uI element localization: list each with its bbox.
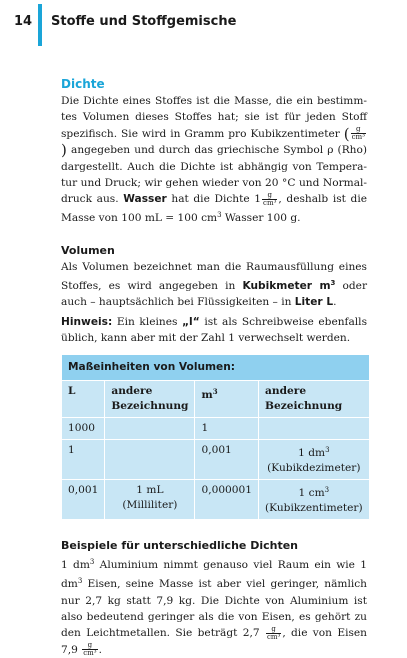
- table-cell: 1 $cm^3$ (Kubikzentimeter): [259, 480, 370, 520]
- table-header: L: [62, 381, 105, 418]
- hinweis-label: Hinweis:: [61, 315, 113, 328]
- table-row: [62, 480, 370, 520]
- table-caption: Maßeinheiten von Volumen:: [62, 355, 370, 381]
- table-header: $m^3$: [195, 381, 259, 418]
- table-cell: 0,001: [62, 480, 105, 520]
- paragraph-hinweis: Hinweis: Ein kleines „l“ ist als Schreibweise ebenfalls üblich, kann aber mit der Zahl 1 verwechselt werden.: [61, 315, 368, 344]
- liter-term: Liter L: [294, 296, 334, 309]
- volume-units-table: [61, 354, 370, 520]
- unit-fraction-wasser: $\frac{g}{\text{cm³}}$: [263, 190, 277, 207]
- table-caption-row: [62, 355, 370, 381]
- section-dichte: [61, 76, 367, 227]
- table-cell: [105, 418, 195, 440]
- table-cell: 1000: [62, 418, 105, 440]
- section-hinweis: [61, 314, 367, 347]
- table-cell: 1 mL (Milliliter): [105, 480, 195, 520]
- table-cell: 0,000001: [195, 480, 259, 520]
- unit-fraction: $\frac{g}{\text{cm³}}$: [351, 125, 365, 142]
- page-number: 14: [14, 14, 33, 29]
- unit-fraction-eisen: $\frac{g}{\text{cm³}}$: [83, 641, 97, 658]
- table-cell: [105, 440, 195, 480]
- page-content: [61, 76, 367, 658]
- kubikmeter-term: Kubikmeter $m^3$: [242, 278, 336, 292]
- section-volumen: [61, 243, 367, 311]
- chapter-title: Stoffe und Stoffgemische: [51, 14, 237, 29]
- table-cell: 1: [62, 440, 105, 480]
- table-cell: 1: [195, 418, 259, 440]
- table-cell: 0,001: [195, 440, 259, 480]
- table-header-row: [62, 381, 370, 418]
- wasser-term: Wasser: [123, 193, 167, 206]
- table-header: andere Bezeichnung: [105, 381, 195, 418]
- table-cell: [259, 418, 370, 440]
- header-divider: [38, 4, 42, 46]
- section-title-beispiele: Beispiele für unterschiedliche Dichten: [61, 539, 298, 553]
- table-row: [62, 440, 370, 480]
- paragraph-beispiele: 1 $dm^3$ Aluminium nimmt genauso viel Raum ein wie 1 $dm^3$ Eisen, seine Masse ist aber viel geringer, nämlich nur 2,7 kg statt 7,9 kg. Die Dichte von Aluminium ist also bedeutend geringer als die von Eisen, es gehört zu den Leichtmetallen. Sie beträgt 2,7 $\frac{g}{\text{cm³}}$ , die von Eisen 7,9 $\frac{g}{\text{cm³}}$ .: [61, 558, 367, 658]
- table-row: [62, 418, 370, 440]
- unit-fraction-aluminium: $\frac{g}{\text{cm³}}$: [266, 624, 281, 641]
- page-header: [0, 0, 407, 42]
- section-beispiele: [61, 538, 367, 658]
- paragraph-dichte: Die Dichte eines Stoffes ist die Masse, die ein bestimmtes Volumen dieses Stoffes hat; sie ist für jeden Stoff spezifisch. Sie wird in Gramm pro Kubikzentimeter ( $\frac{g}{\text{cm³}}$ ) angegeben und durch das griechische Symbol ρ (Rho) dargestellt. Auch die Dichte ist abhängig von Temperatur und Druck; wir gehen wieder von 20 °C und Normaldruck aus. Wasser hat die Dichte 1 $\frac{g}{\text{cm³}}$ , deshalb ist die Masse von 100 mL = 100 $cm^3$ Wasser 100 g.: [61, 95, 368, 225]
- paragraph-volumen: Als Volumen bezeichnet man die Raumausfüllung eines Stoffes, es wird angegeben in Kubikmeter $m^3$ oder auch – hauptsächlich bei Flüssigkeiten – in Liter L.: [61, 260, 368, 309]
- table-header: andere Bezeichnung: [259, 381, 370, 418]
- table-cell: 1 $dm^3$ (Kubikdezimeter): [259, 440, 370, 480]
- section-title-dichte: Dichte: [61, 77, 105, 91]
- section-title-volumen: Volumen: [61, 243, 115, 257]
